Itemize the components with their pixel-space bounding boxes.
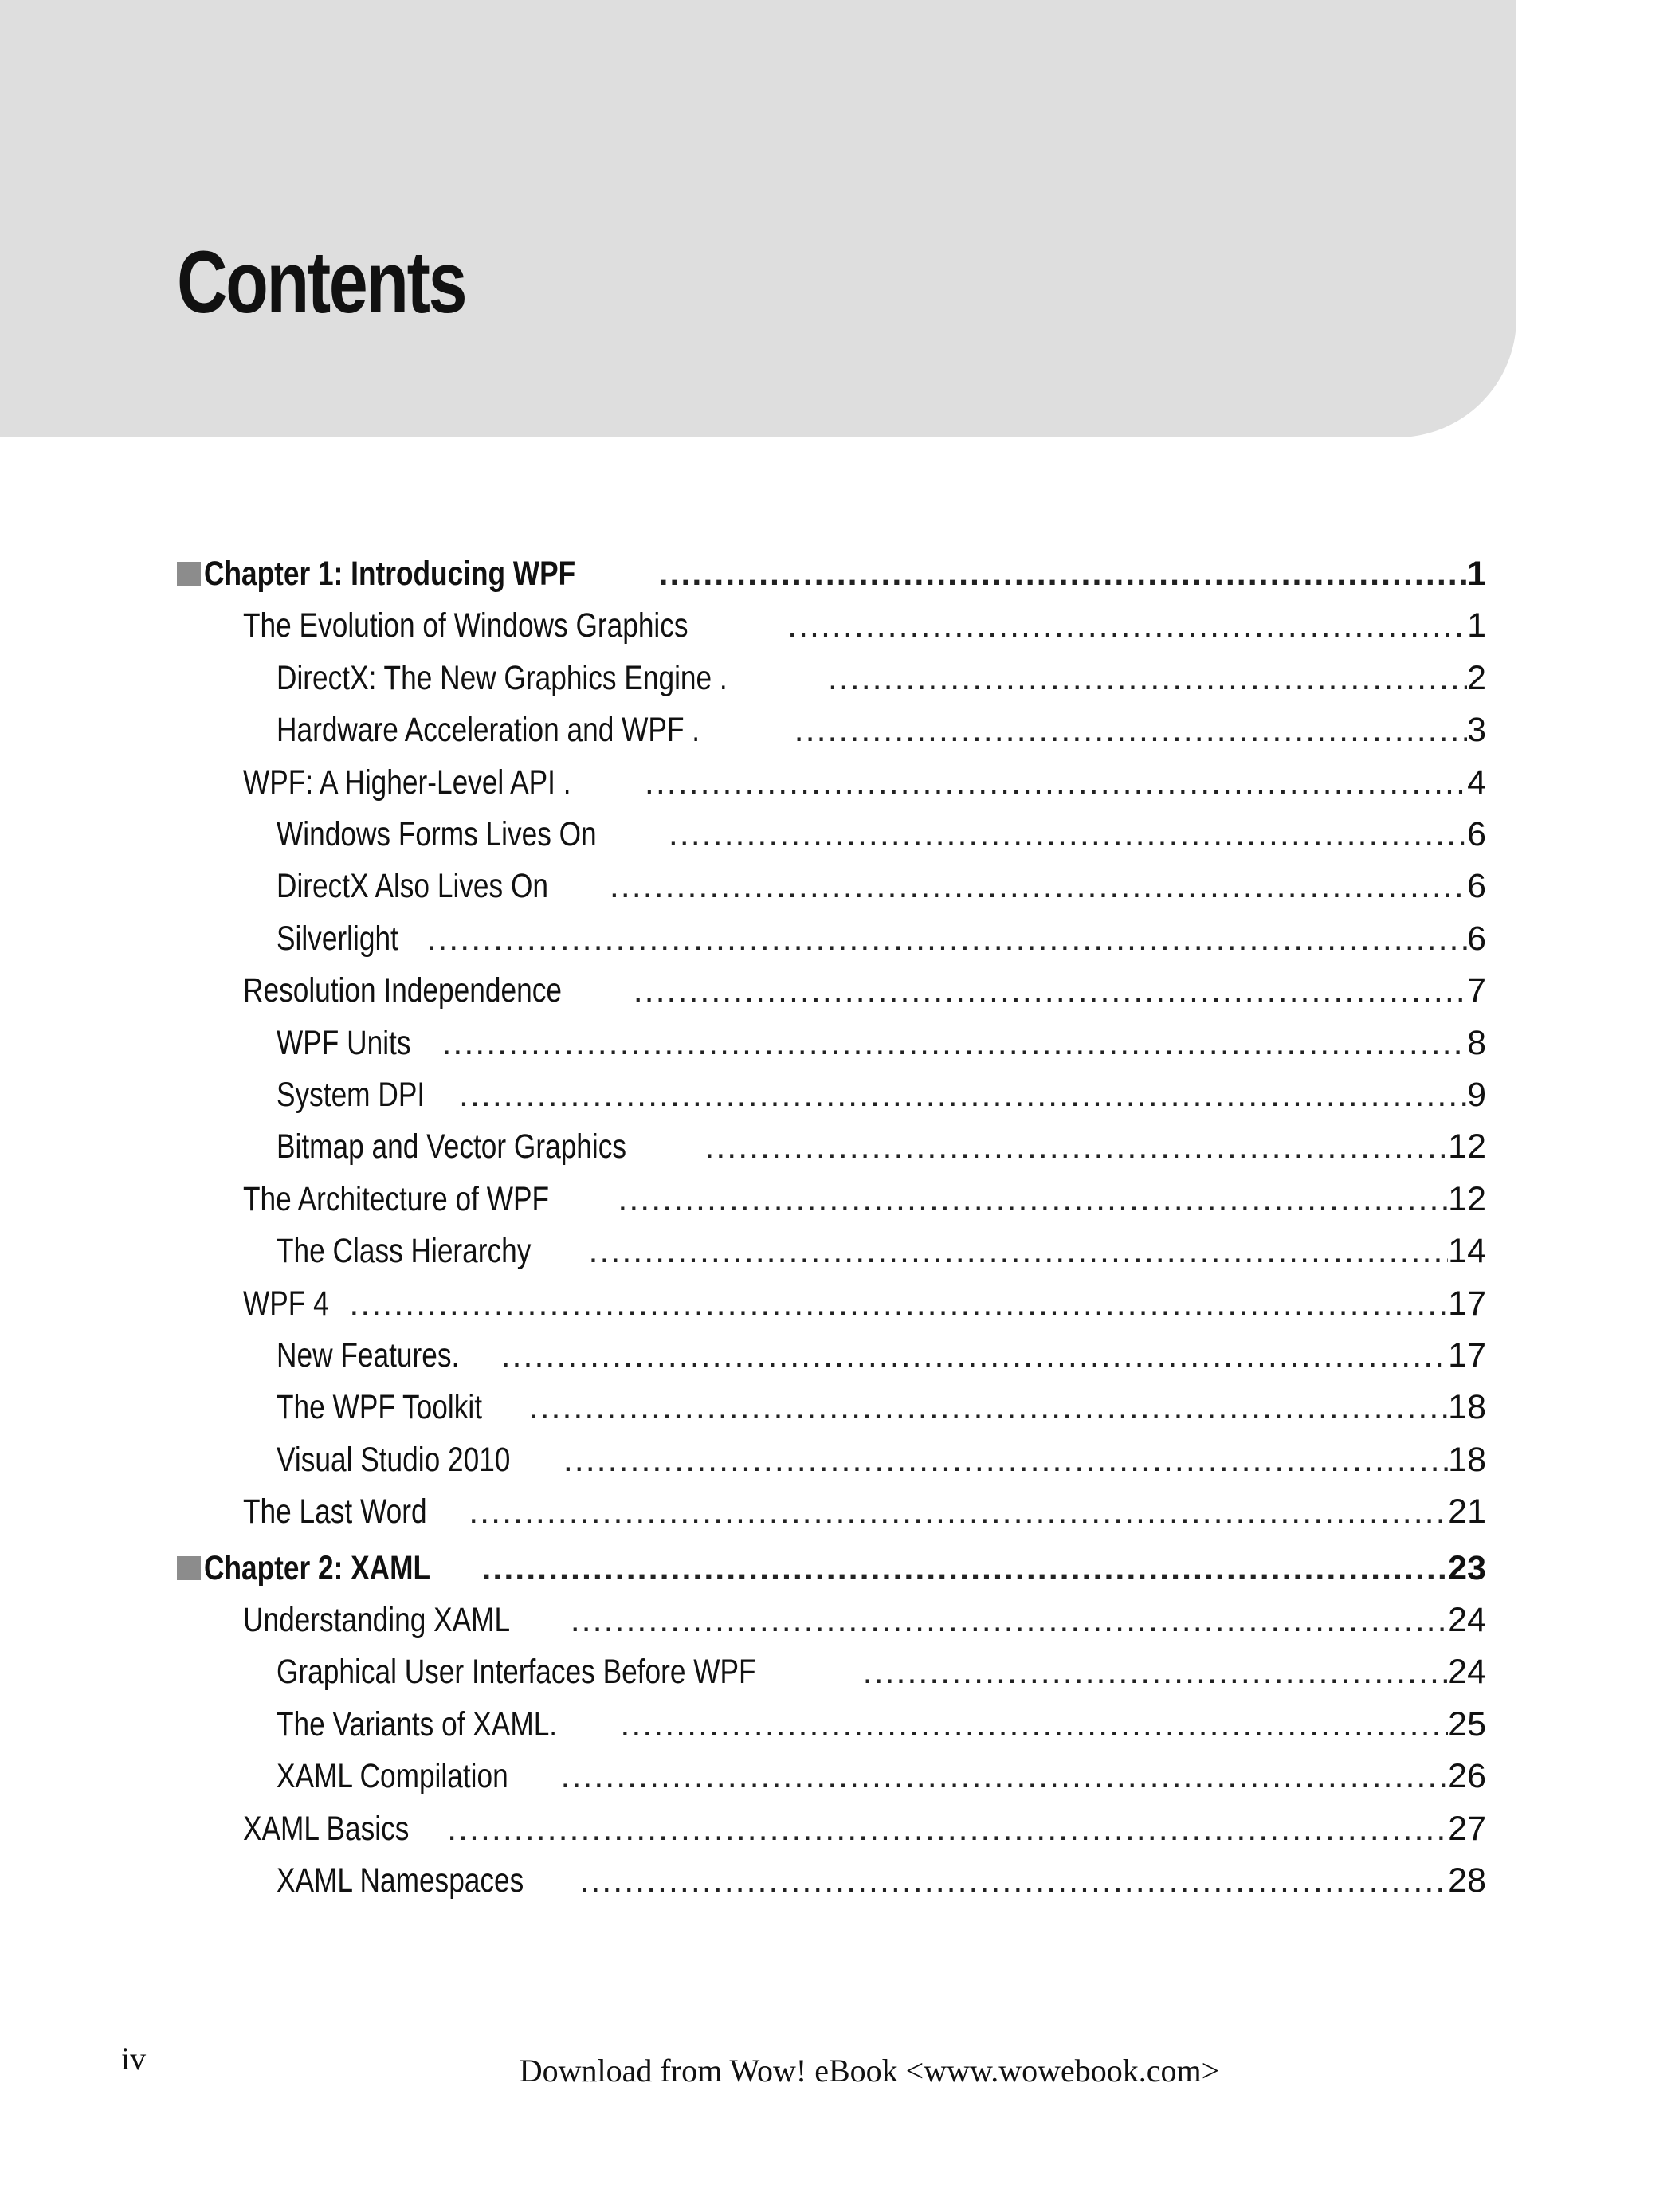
footer-credit-text: Download from Wow! eBook <www.wowebook.com> [519,2053,1220,2088]
dot-leader [465,1488,1448,1535]
dot-leader [825,654,1467,702]
toc-entry-page-number: 18 [1448,1388,1486,1427]
square-bullet-icon [177,562,201,586]
dot-leader [444,1805,1448,1853]
toc-entry-title: Hardware Acceleration and WPF . [277,711,700,750]
toc-entry-title: New Features. [277,1336,460,1375]
toc-entry-title: WPF Units [277,1023,411,1062]
page-title: Contents [177,233,466,331]
toc-section-entry[interactable] [277,915,1486,963]
dot-leader [641,759,1467,806]
toc-entry-page-number: 17 [1448,1284,1486,1323]
toc-entry-page-number: 1 [1467,555,1486,593]
toc-section-entry[interactable] [277,1019,1486,1067]
toc-entry-page-number: 26 [1448,1757,1486,1796]
dot-leader [614,1175,1448,1223]
dot-leader [346,1280,1448,1328]
dot-leader [630,967,1467,1014]
toc-section-entry[interactable] [277,1332,1486,1379]
toc-entry-title: DirectX: The New Graphics Engine . [277,658,728,697]
toc-section-entry[interactable] [243,602,1486,649]
dot-leader [784,602,1467,649]
toc-entry-page-number: 24 [1448,1653,1486,1692]
toc-entry-page-number: 12 [1448,1128,1486,1167]
toc-section-entry[interactable] [243,1805,1486,1853]
toc-entry-page-number: 23 [1448,1548,1486,1587]
toc-section-entry[interactable] [277,1123,1486,1171]
dot-leader [791,706,1467,754]
toc-entry-page-number: 6 [1467,815,1486,853]
dot-leader [558,1752,1449,1800]
toc-entry-page-number: 21 [1448,1492,1486,1532]
toc-entry-page-number: 27 [1448,1809,1486,1848]
header-band [0,0,1516,437]
dot-leader [567,1596,1448,1644]
dot-leader [423,915,1467,963]
toc-entry-title: Chapter 2: XAML [204,1548,431,1587]
toc-section-entry[interactable] [277,810,1486,858]
dot-leader [586,1227,1449,1275]
toc-entry-page-number: 4 [1467,763,1486,802]
toc-entry-title: XAML Namespaces [277,1861,524,1900]
toc-section-entry[interactable] [277,1857,1486,1904]
dot-leader [526,1383,1449,1431]
toc-entry-title: Silverlight [277,919,398,958]
dot-leader [478,1544,1448,1592]
toc-entry-page-number: 17 [1448,1336,1486,1375]
dot-leader [860,1648,1449,1696]
toc-entry-page-number: 28 [1448,1861,1486,1900]
toc-entry-page-number: 12 [1448,1179,1486,1218]
toc-section-entry[interactable] [277,1383,1486,1431]
toc-entry-page-number: 6 [1467,919,1486,958]
toc-entry-page-number: 24 [1448,1601,1486,1639]
toc-entry-title: WPF 4 [243,1284,329,1323]
toc-entry-page-number: 2 [1467,658,1486,697]
toc-entry-title: Chapter 1: Introducing WPF [204,555,576,593]
toc-entry-page-number: 9 [1467,1076,1486,1114]
toc-section-entry[interactable] [277,1700,1486,1748]
toc-chapter-entry[interactable] [177,550,1486,598]
dot-leader [456,1071,1467,1119]
toc-section-entry[interactable] [243,1596,1486,1644]
dot-leader [438,1019,1467,1067]
toc-entry-title: The Evolution of Windows Graphics [243,606,688,645]
toc-entry-page-number: 1 [1467,606,1486,645]
toc-entry-title: The Architecture of WPF [243,1179,550,1218]
toc-entry-title: XAML Basics [243,1809,410,1848]
toc-entry-title: The Class Hierarchy [277,1232,532,1271]
dot-leader [560,1436,1448,1484]
toc-section-entry[interactable] [277,706,1486,754]
footer-credit-line [0,2052,1675,2089]
toc-section-entry[interactable] [243,759,1486,806]
toc-entry-title: The Last Word [243,1492,427,1532]
dot-leader [498,1332,1449,1379]
toc-entry-page-number: 3 [1467,711,1486,750]
toc-section-entry[interactable] [277,1648,1486,1696]
toc-chapter-entry[interactable] [177,1544,1486,1592]
toc-section-entry[interactable] [243,1280,1486,1328]
toc-entry-title: Bitmap and Vector Graphics [277,1128,627,1167]
toc-section-entry[interactable] [277,1752,1486,1800]
dot-leader [701,1123,1448,1171]
toc-entry-page-number: 7 [1467,971,1486,1010]
toc-entry-title: Windows Forms Lives On [277,815,597,853]
toc-entry-title: Resolution Independence [243,971,562,1010]
dot-leader [617,1700,1448,1748]
toc-entry-page-number: 25 [1448,1704,1486,1743]
square-bullet-icon [177,1556,201,1580]
toc-entry-title: Understanding XAML [243,1601,511,1639]
toc-entry-title: The Variants of XAML. [277,1704,558,1743]
toc-entry-page-number: 8 [1467,1023,1486,1062]
toc-section-entry[interactable] [277,654,1486,702]
toc-entry-title: Visual Studio 2010 [277,1440,511,1479]
toc-entry-title: DirectX Also Lives On [277,867,548,906]
toc-section-entry[interactable] [277,1071,1486,1119]
dot-leader [665,810,1467,858]
toc-entry-title: WPF: A Higher-Level API . [243,763,571,802]
toc-entry-title: Graphical User Interfaces Before WPF [277,1653,756,1692]
toc-section-entry[interactable] [243,1175,1486,1223]
toc-section-entry[interactable] [277,862,1486,910]
dot-leader [606,862,1467,910]
toc-entry-title: The WPF Toolkit [277,1388,483,1427]
toc-entry-page-number: 14 [1448,1232,1486,1271]
toc-entry-title: System DPI [277,1076,426,1114]
page-folio: iv [121,2041,147,2077]
toc-section-entry[interactable] [277,1436,1486,1484]
toc-section-entry[interactable] [243,1488,1486,1535]
toc-entry-title: XAML Compilation [277,1757,508,1796]
toc-section-entry[interactable] [243,967,1486,1014]
dot-leader [656,550,1468,598]
toc-entry-page-number: 6 [1467,867,1486,906]
toc-section-entry[interactable] [277,1227,1486,1275]
toc-entry-page-number: 18 [1448,1440,1486,1479]
dot-leader [576,1857,1448,1904]
